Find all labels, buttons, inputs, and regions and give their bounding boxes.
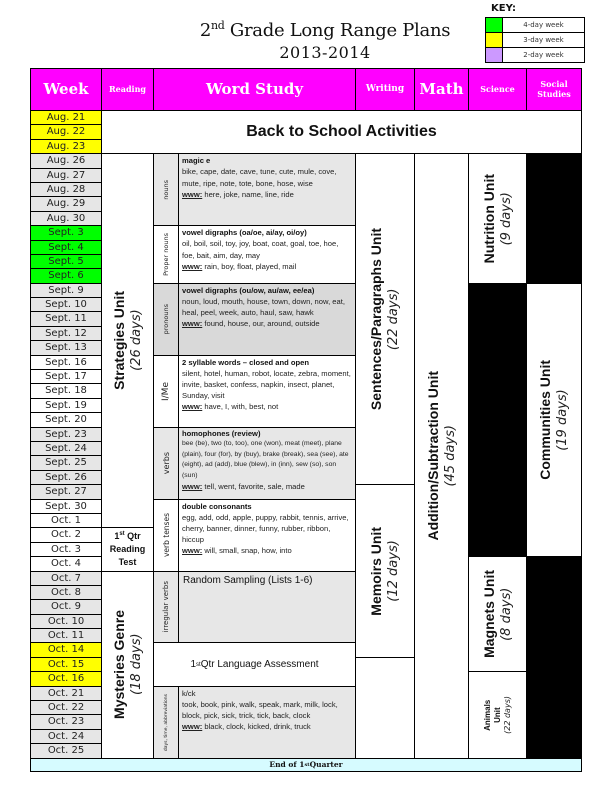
www-label: www: xyxy=(182,722,203,732)
key-item-label: 3-day week xyxy=(523,36,564,44)
word-list: noun, loud, mouth, house, town, down, now, eat, heal, peel, week, auto, haul, saw, hawk xyxy=(182,296,345,318)
week-row: Oct. 2 xyxy=(31,528,102,542)
word-list: bike, cape, date, cave, tune, cute, mule, cove, mute, ripe, note, tote, bone, hose, wise xyxy=(182,167,337,188)
word-study-block xyxy=(179,687,356,759)
www-words: tell, went, favorite, sale, made xyxy=(202,481,305,491)
week-row: Sept. 13 xyxy=(31,341,102,355)
www-line xyxy=(182,318,352,329)
word-list: oil, boil, soil, toy, joy, boat, coat, goal, toe, hoe, foe, bait, aim, day, may xyxy=(182,239,339,260)
week-row: Sept. 19 xyxy=(31,399,102,413)
week-row: Sept. 5 xyxy=(31,255,102,269)
word-study-block xyxy=(179,154,356,226)
grade-number: 2 xyxy=(199,20,211,41)
header-writing: Writing xyxy=(356,69,415,111)
reading-test-qtr: Qtr xyxy=(124,530,141,541)
grammar-label: Proper nouns xyxy=(162,232,170,276)
pattern-title: homophones (review) xyxy=(182,428,261,438)
science-animals-unit xyxy=(469,672,527,758)
unit-days: (12 days) xyxy=(386,540,401,602)
math-addition-subtraction-unit xyxy=(415,154,469,758)
week-row: Sept. 30 xyxy=(31,500,102,514)
unit-title: Animals xyxy=(482,699,492,731)
grammar-label-cell xyxy=(154,572,179,644)
reading-test-num: 1 xyxy=(114,530,120,541)
unit-label xyxy=(483,696,513,734)
unit-title: Memoirs Unit xyxy=(368,526,384,616)
reading-test-line3: Test xyxy=(118,556,137,567)
week-row: Sept. 16 xyxy=(31,356,102,370)
word-study-block xyxy=(179,500,356,572)
word-list: took, book, pink, walk, speak, mark, milk, lock, block, pick, sick, trick, tick, back, clock xyxy=(182,699,338,721)
word-study-block xyxy=(179,356,356,428)
word-study-block xyxy=(179,572,356,644)
www-words: black, clock, kicked, drink, truck xyxy=(202,722,311,732)
key-swatch xyxy=(486,18,503,32)
plan-table xyxy=(30,68,582,772)
www-line xyxy=(182,261,352,272)
writing-sentences-paragraphs-unit xyxy=(356,154,415,485)
reading-test-line1 xyxy=(114,530,140,543)
www-line xyxy=(182,545,352,556)
grammar-label-cell xyxy=(154,226,179,284)
week-row: Aug. 22 xyxy=(31,125,102,139)
week-row: Sept. 4 xyxy=(31,241,102,255)
word-study-block xyxy=(179,226,356,284)
color-key xyxy=(485,3,585,63)
unit-label xyxy=(425,371,459,541)
grammar-label-cell xyxy=(154,428,179,500)
grammar-label: verb tenses xyxy=(161,513,171,558)
unit-days: (18 days) xyxy=(128,633,144,696)
writing-empty-cell xyxy=(356,658,415,759)
word-study-block xyxy=(179,428,356,500)
unit-days: (22 days) xyxy=(502,695,512,734)
social-studies-blocked-cell xyxy=(527,557,582,758)
back-to-school-activities: Back to School Activities xyxy=(102,111,582,154)
assessment-text: Qtr Language Assessment xyxy=(200,659,319,671)
language-assessment: 1 st Qtr Language Assessment xyxy=(154,643,356,686)
www-line xyxy=(182,189,352,200)
unit-label xyxy=(537,360,571,480)
word-study-block xyxy=(179,284,356,356)
grade-suffix: nd xyxy=(210,19,225,32)
week-row: Sept. 27 xyxy=(31,485,102,499)
www-words: here, joke, name, line, ride xyxy=(202,189,294,199)
reading-strategies-unit xyxy=(102,154,154,528)
science-magnets-unit xyxy=(469,557,527,672)
school-year: 2013-2014 xyxy=(279,43,371,62)
week-row: Oct. 21 xyxy=(31,687,102,701)
week-row: Aug. 28 xyxy=(31,183,102,197)
www-line xyxy=(182,401,352,412)
unit-title: Mysteries Genre xyxy=(110,610,127,720)
www-label: www: xyxy=(182,402,203,412)
unit-days: (19 days) xyxy=(555,389,570,451)
www-label: www: xyxy=(182,481,203,491)
www-label: www: xyxy=(182,189,203,199)
week-row: Oct. 22 xyxy=(31,701,102,715)
grammar-label: verbs xyxy=(161,451,171,475)
week-row: Sept. 25 xyxy=(31,456,102,470)
reading-test xyxy=(102,528,154,571)
grammar-label: I/Me xyxy=(161,381,171,401)
grammar-label-cell xyxy=(154,500,179,572)
week-row: Oct. 24 xyxy=(31,730,102,744)
key-item-label: 2-day week xyxy=(523,51,564,59)
week-row: Aug. 26 xyxy=(31,154,102,168)
week-row: Oct. 16 xyxy=(31,672,102,686)
assessment-num: 1 xyxy=(190,659,197,671)
week-row: Sept. 3 xyxy=(31,226,102,240)
week-row: Oct. 11 xyxy=(31,629,102,643)
unit-title: Sentences/Paragraphs Unit xyxy=(368,228,384,411)
unit-label xyxy=(481,570,515,658)
header-word-study: Word Study xyxy=(154,69,356,111)
week-row: Oct. 3 xyxy=(31,543,102,557)
pattern-title: magic e xyxy=(182,156,211,166)
week-row: Sept. 10 xyxy=(31,298,102,312)
grammar-label-cell xyxy=(154,284,179,356)
key-table xyxy=(485,17,585,63)
header-social-studies: Social Studies xyxy=(527,69,582,111)
pattern-title: vowel digraphs (ou/ow, au/aw, ee/ea) xyxy=(182,285,315,295)
www-label: www: xyxy=(182,546,203,556)
www-words: have, I, with, best, not xyxy=(202,402,279,412)
pattern-title: k/ck xyxy=(182,688,196,698)
week-row: Oct. 1 xyxy=(31,514,102,528)
grammar-label: irregular verbs xyxy=(162,581,170,633)
grammar-label: days, time, abbreviations xyxy=(163,693,169,751)
week-row: Sept. 9 xyxy=(31,284,102,298)
word-list: bee (be), two (to, too), one (won), meat (meet), plane (plain), four (for), by (buy), brake (break), sea (see), ate (eight), ad (add), blue (blew), in (inn), sew (so), son (sun) xyxy=(182,440,349,479)
footer-post: Quarter xyxy=(309,760,343,770)
unit-title: Communities Unit xyxy=(537,360,553,480)
week-row: Oct. 25 xyxy=(31,744,102,758)
writing-memoirs-unit xyxy=(356,485,415,658)
unit-days: (26 days) xyxy=(128,310,144,372)
pattern-title: 2 syllable words – closed and open xyxy=(182,357,310,367)
www-words: found, house, our, around, outside xyxy=(202,319,320,329)
header-reading: Reading xyxy=(102,69,154,111)
key-swatch xyxy=(486,48,503,62)
grammar-label-cell xyxy=(154,356,179,428)
week-row: Aug. 30 xyxy=(31,212,102,226)
unit-title-2: Unit xyxy=(492,707,502,723)
unit-title: Strategies Unit xyxy=(110,291,127,391)
grammar-label-cell xyxy=(154,154,179,226)
week-row: Sept. 17 xyxy=(31,370,102,384)
unit-title: Nutrition Unit xyxy=(480,173,497,264)
reading-test-sup: st xyxy=(119,530,125,537)
unit-label xyxy=(111,291,145,390)
pattern-title: Random Sampling (Lists 1-6) xyxy=(183,574,313,586)
unit-days: (8 days) xyxy=(498,587,514,641)
week-row: Sept. 6 xyxy=(31,269,102,283)
unit-title: Magnets Unit xyxy=(480,570,497,659)
social-studies-communities-unit xyxy=(527,284,582,557)
grammar-label-cell xyxy=(154,687,179,759)
week-row: Oct. 9 xyxy=(31,600,102,614)
week-row: Oct. 15 xyxy=(31,658,102,672)
pattern-title: double consonants xyxy=(182,501,252,511)
week-row: Aug. 29 xyxy=(31,197,102,211)
word-list: egg, add, odd, apple, puppy, rabbit, tennis, arrive, cherry, banner, dinner, funny, rubber, ribbon, hiccup xyxy=(182,512,349,545)
www-label: www: xyxy=(182,319,203,329)
week-row: Oct. 10 xyxy=(31,615,102,629)
science-blocked-cell xyxy=(469,284,527,557)
reading-test-line2: Reading xyxy=(109,543,146,554)
unit-days: (45 days) xyxy=(442,425,458,487)
www-line xyxy=(182,482,352,493)
week-row: Sept. 23 xyxy=(31,428,102,442)
www-line xyxy=(182,721,352,732)
week-row: Sept. 18 xyxy=(31,384,102,398)
header-math: Math xyxy=(415,69,469,111)
unit-days: (9 days) xyxy=(498,191,514,246)
week-row: Aug. 23 xyxy=(31,140,102,154)
title-text: Grade Long Range Plans xyxy=(224,20,451,41)
key-item-2-day xyxy=(486,48,584,62)
week-row: Oct. 8 xyxy=(31,586,102,600)
week-row: Sept. 12 xyxy=(31,327,102,341)
science-nutrition-unit xyxy=(469,154,527,284)
end-of-quarter-banner: End of 1 st Quarter xyxy=(31,759,582,772)
www-words: rain, boy, float, played, mail xyxy=(202,261,297,271)
key-item-4-day xyxy=(486,18,584,33)
week-row: Aug. 21 xyxy=(31,111,102,125)
unit-label xyxy=(111,610,145,719)
key-item-3-day xyxy=(486,33,584,48)
key-label: KEY: xyxy=(491,3,516,14)
week-row: Sept. 26 xyxy=(31,471,102,485)
unit-label xyxy=(368,228,402,410)
page-title xyxy=(120,19,530,63)
header-week: Week xyxy=(31,69,102,111)
grammar-label: nouns xyxy=(162,179,170,200)
week-row: Oct. 14 xyxy=(31,643,102,657)
week-row: Oct. 4 xyxy=(31,557,102,571)
key-item-label: 4-day week xyxy=(523,21,564,29)
key-swatch xyxy=(486,33,503,47)
week-row: Sept. 24 xyxy=(31,442,102,456)
word-list: silent, hotel, human, robot, locate, zebra, moment, invite, basket, confess, napkin, insect, planet, Sunday, visit xyxy=(182,368,351,401)
unit-label xyxy=(481,174,515,263)
week-row: Oct. 7 xyxy=(31,572,102,586)
week-row: Oct. 23 xyxy=(31,715,102,729)
week-row: Sept. 11 xyxy=(31,312,102,326)
week-row: Sept. 20 xyxy=(31,413,102,427)
www-words: will, small, snap, how, into xyxy=(202,546,292,556)
grammar-label: pronouns xyxy=(162,303,170,335)
unit-title: Addition/Subtraction Unit xyxy=(424,371,441,541)
reading-mysteries-genre xyxy=(102,572,154,759)
unit-days: (22 days) xyxy=(386,288,401,350)
header-science: Science xyxy=(469,69,527,111)
unit-label xyxy=(368,527,402,616)
week-row: Aug. 27 xyxy=(31,169,102,183)
social-studies-blocked-cell xyxy=(527,154,582,284)
title-line xyxy=(120,19,530,43)
www-label: www: xyxy=(182,261,203,271)
footer-pre: End of 1 xyxy=(269,760,305,770)
pattern-title: vowel digraphs (oa/oe, ai/ay, oi/oy) xyxy=(182,228,307,238)
